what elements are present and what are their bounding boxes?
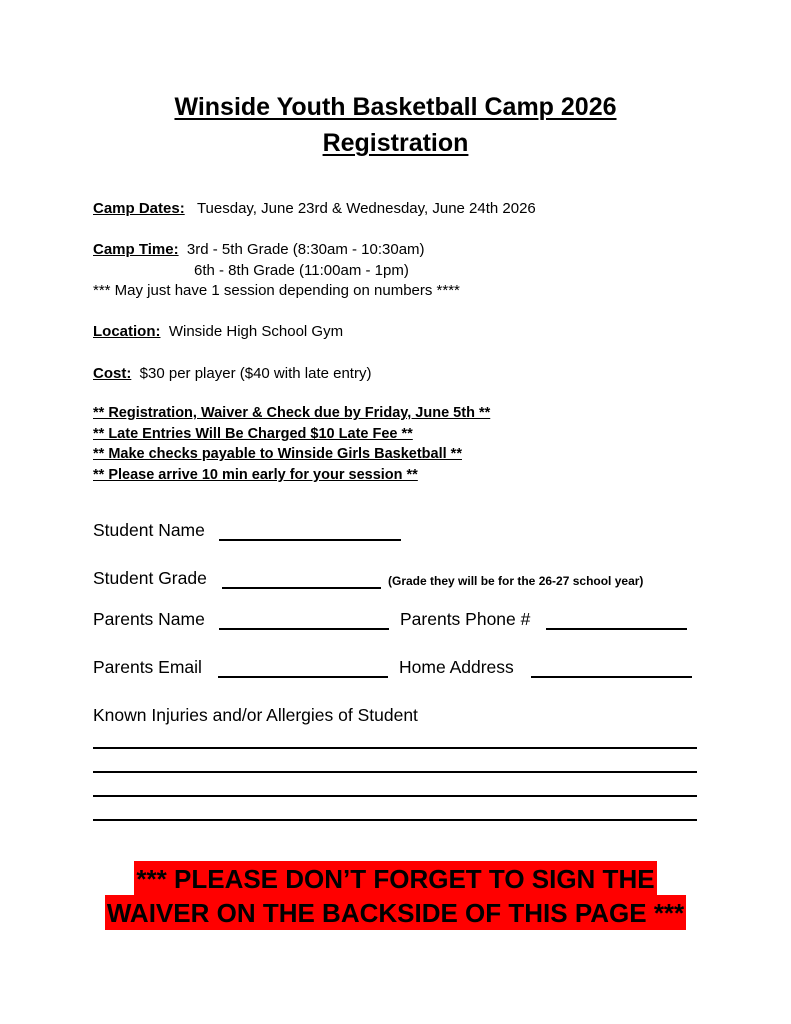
student-grade-label: Student Grade <box>93 568 207 588</box>
notice-deadline: ** Registration, Waiver & Check due by Friday, June 5th ** <box>93 405 491 421</box>
waiver-reminder-line1: *** PLEASE DON’T FORGET TO SIGN THE <box>0 866 791 892</box>
notice-arrive-early: ** Please arrive 10 min early for your session ** <box>93 467 418 483</box>
location: Location: Winside High School Gym <box>93 323 344 340</box>
home-address-field[interactable] <box>531 676 692 678</box>
parents-phone-label: Parents Phone # <box>400 609 531 629</box>
cost: Cost: $30 per player ($40 with late entry) <box>93 365 372 382</box>
student-name-field[interactable] <box>219 539 401 541</box>
page-subtitle: Registration <box>322 129 469 157</box>
parents-name-field[interactable] <box>219 628 389 630</box>
injuries-line-3[interactable] <box>93 795 697 797</box>
parents-email-label: Parents Email <box>93 657 202 677</box>
page-title: Winside Youth Basketball Camp 2026 <box>174 93 617 121</box>
injuries-line-2[interactable] <box>93 771 697 773</box>
waiver-reminder-line2: WAIVER ON THE BACKSIDE OF THIS PAGE *** <box>0 900 791 926</box>
student-grade-field[interactable] <box>222 587 381 589</box>
notice-late-fee: ** Late Entries Will Be Charged $10 Late Fee ** <box>93 426 413 442</box>
home-address-label: Home Address <box>399 657 514 677</box>
camp-time: Camp Time: 3rd - 5th Grade (8:30am - 10:30am) <box>93 241 425 258</box>
injuries-line-1[interactable] <box>93 747 697 749</box>
parents-phone-field[interactable] <box>546 628 687 630</box>
grade-note: (Grade they will be for the 26-27 school year) <box>388 574 644 588</box>
injuries-line-4[interactable] <box>93 819 697 821</box>
parents-email-field[interactable] <box>218 676 388 678</box>
camp-dates: Camp Dates: Tuesday, June 23rd & Wednesday, June 24th 2026 <box>93 200 536 217</box>
student-name-label: Student Name <box>93 520 205 540</box>
camp-time-session2: 6th - 8th Grade (11:00am - 1pm) <box>194 262 409 279</box>
parents-name-label: Parents Name <box>93 609 205 629</box>
session-note: *** May just have 1 session depending on numbers **** <box>93 282 460 299</box>
injuries-label: Known Injuries and/or Allergies of Student <box>93 705 418 725</box>
notice-checks: ** Make checks payable to Winside Girls Basketball ** <box>93 446 462 462</box>
